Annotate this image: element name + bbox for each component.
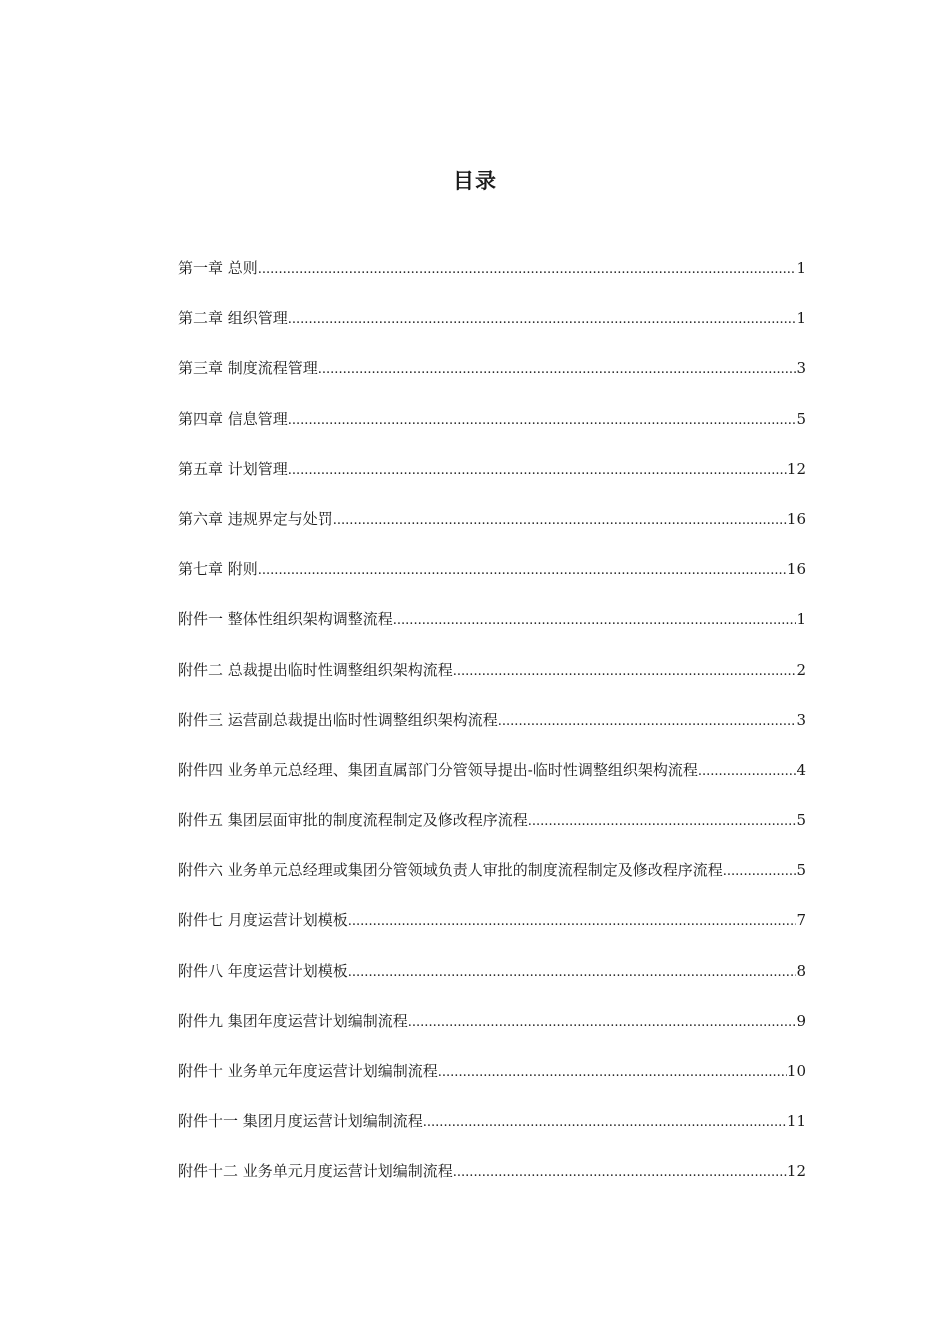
toc-entry-page: 4: [796, 760, 806, 779]
toc-entry-label: 第三章 制度流程管理: [178, 359, 318, 378]
toc-entry-page: 12: [786, 459, 806, 478]
toc-entry-label: 附件五 集团层面审批的制度流程制定及修改程序流程: [178, 811, 528, 830]
toc-leader-dots: [723, 859, 797, 885]
toc-entry[interactable]: [178, 958, 806, 1008]
toc-entry[interactable]: [178, 1158, 806, 1208]
toc-entry-label: 附件十二 业务单元月度运营计划编制流程: [178, 1162, 453, 1181]
toc-entry-page: 3: [796, 359, 806, 378]
toc-leader-dots: [348, 909, 797, 935]
toc-entry-page: 5: [796, 409, 806, 428]
toc-entry-page: 10: [786, 1062, 806, 1080]
toc-entry-page: 11: [786, 1112, 806, 1131]
toc-title: 目录: [453, 169, 497, 193]
toc-entry-page: 1: [796, 610, 806, 629]
toc-entry-label: 第二章 组织管理: [178, 309, 288, 328]
toc-entry[interactable]: [178, 707, 806, 757]
toc-entry[interactable]: [178, 255, 806, 305]
toc-entry-page: 16: [786, 560, 806, 579]
toc-leader-dots: [258, 257, 797, 283]
toc-entry-page: 16: [786, 509, 806, 528]
toc-entry[interactable]: [178, 807, 806, 857]
toc-entry[interactable]: [178, 857, 806, 907]
toc-entry-label: 第四章 信息管理: [178, 409, 288, 428]
toc-entry-label: 附件十 业务单元年度运营计划编制流程: [178, 1062, 438, 1080]
toc-entry-label: 附件四 业务单元总经理、集团直属部门分管领导提出-临时性调整组织架构流程: [178, 760, 698, 779]
toc-entry-label: 第六章 违规界定与处罚: [178, 509, 333, 528]
toc-entry-label: 第一章 总则: [178, 259, 258, 277]
toc-entry-page: 9: [796, 1011, 806, 1030]
toc-entry-page: 8: [796, 961, 806, 980]
toc-leader-dots: [438, 1060, 787, 1086]
toc-leader-dots: [453, 659, 797, 685]
toc-entry[interactable]: [178, 355, 806, 405]
toc-entry-page: 1: [796, 309, 806, 328]
toc-leader-dots: [423, 1110, 787, 1136]
toc-entry-label: 附件一 整体性组织架构调整流程: [178, 610, 393, 629]
toc-entry[interactable]: [178, 757, 806, 807]
toc-entry[interactable]: [178, 1058, 806, 1108]
toc-entry-label: 附件三 运营副总裁提出临时性调整组织架构流程: [178, 710, 498, 729]
toc-entry[interactable]: [178, 556, 806, 606]
toc-leader-dots: [698, 759, 797, 785]
toc-entry-page: 7: [796, 911, 806, 930]
toc-leader-dots: [528, 809, 797, 835]
toc-leader-dots: [453, 1160, 787, 1186]
toc-leader-dots: [498, 709, 797, 735]
toc-entry-label: 第五章 计划管理: [178, 459, 288, 478]
toc-entry-page: 12: [786, 1162, 806, 1181]
toc-entry[interactable]: [178, 606, 806, 656]
toc-entry-label: 附件八 年度运营计划模板: [178, 961, 348, 980]
toc-entry[interactable]: [178, 1008, 806, 1058]
toc-entry[interactable]: [178, 305, 806, 355]
toc-entry-page: 1: [796, 259, 806, 277]
toc-entry[interactable]: [178, 456, 806, 506]
toc-list: [178, 255, 806, 1209]
toc-entry-page: 5: [796, 811, 806, 830]
toc-entry-label: 附件六 业务单元总经理或集团分管领域负责人审批的制度流程制定及修改程序流程: [178, 861, 723, 880]
toc-entry[interactable]: [178, 1108, 806, 1158]
toc-leader-dots: [258, 558, 787, 584]
toc-leader-dots: [408, 1010, 797, 1036]
toc-leader-dots: [348, 960, 797, 986]
toc-leader-dots: [333, 508, 787, 534]
toc-entry[interactable]: [178, 657, 806, 707]
toc-entry-label: 第七章 附则: [178, 560, 258, 579]
toc-entry-page: 5: [796, 861, 806, 880]
toc-entry-label: 附件十一 集团月度运营计划编制流程: [178, 1112, 423, 1131]
toc-leader-dots: [318, 357, 797, 383]
toc-entry-page: 2: [796, 660, 806, 679]
toc-entry[interactable]: [178, 907, 806, 957]
toc-entry[interactable]: [178, 406, 806, 456]
toc-leader-dots: [288, 408, 797, 434]
toc-leader-dots: [393, 608, 797, 634]
toc-entry[interactable]: [178, 506, 806, 556]
toc-entry-label: 附件九 集团年度运营计划编制流程: [178, 1011, 408, 1030]
toc-entry-page: 3: [796, 710, 806, 729]
toc-leader-dots: [288, 458, 787, 484]
toc-entry-label: 附件七 月度运营计划模板: [178, 911, 348, 930]
toc-entry-label: 附件二 总裁提出临时性调整组织架构流程: [178, 660, 453, 679]
toc-leader-dots: [288, 307, 797, 333]
